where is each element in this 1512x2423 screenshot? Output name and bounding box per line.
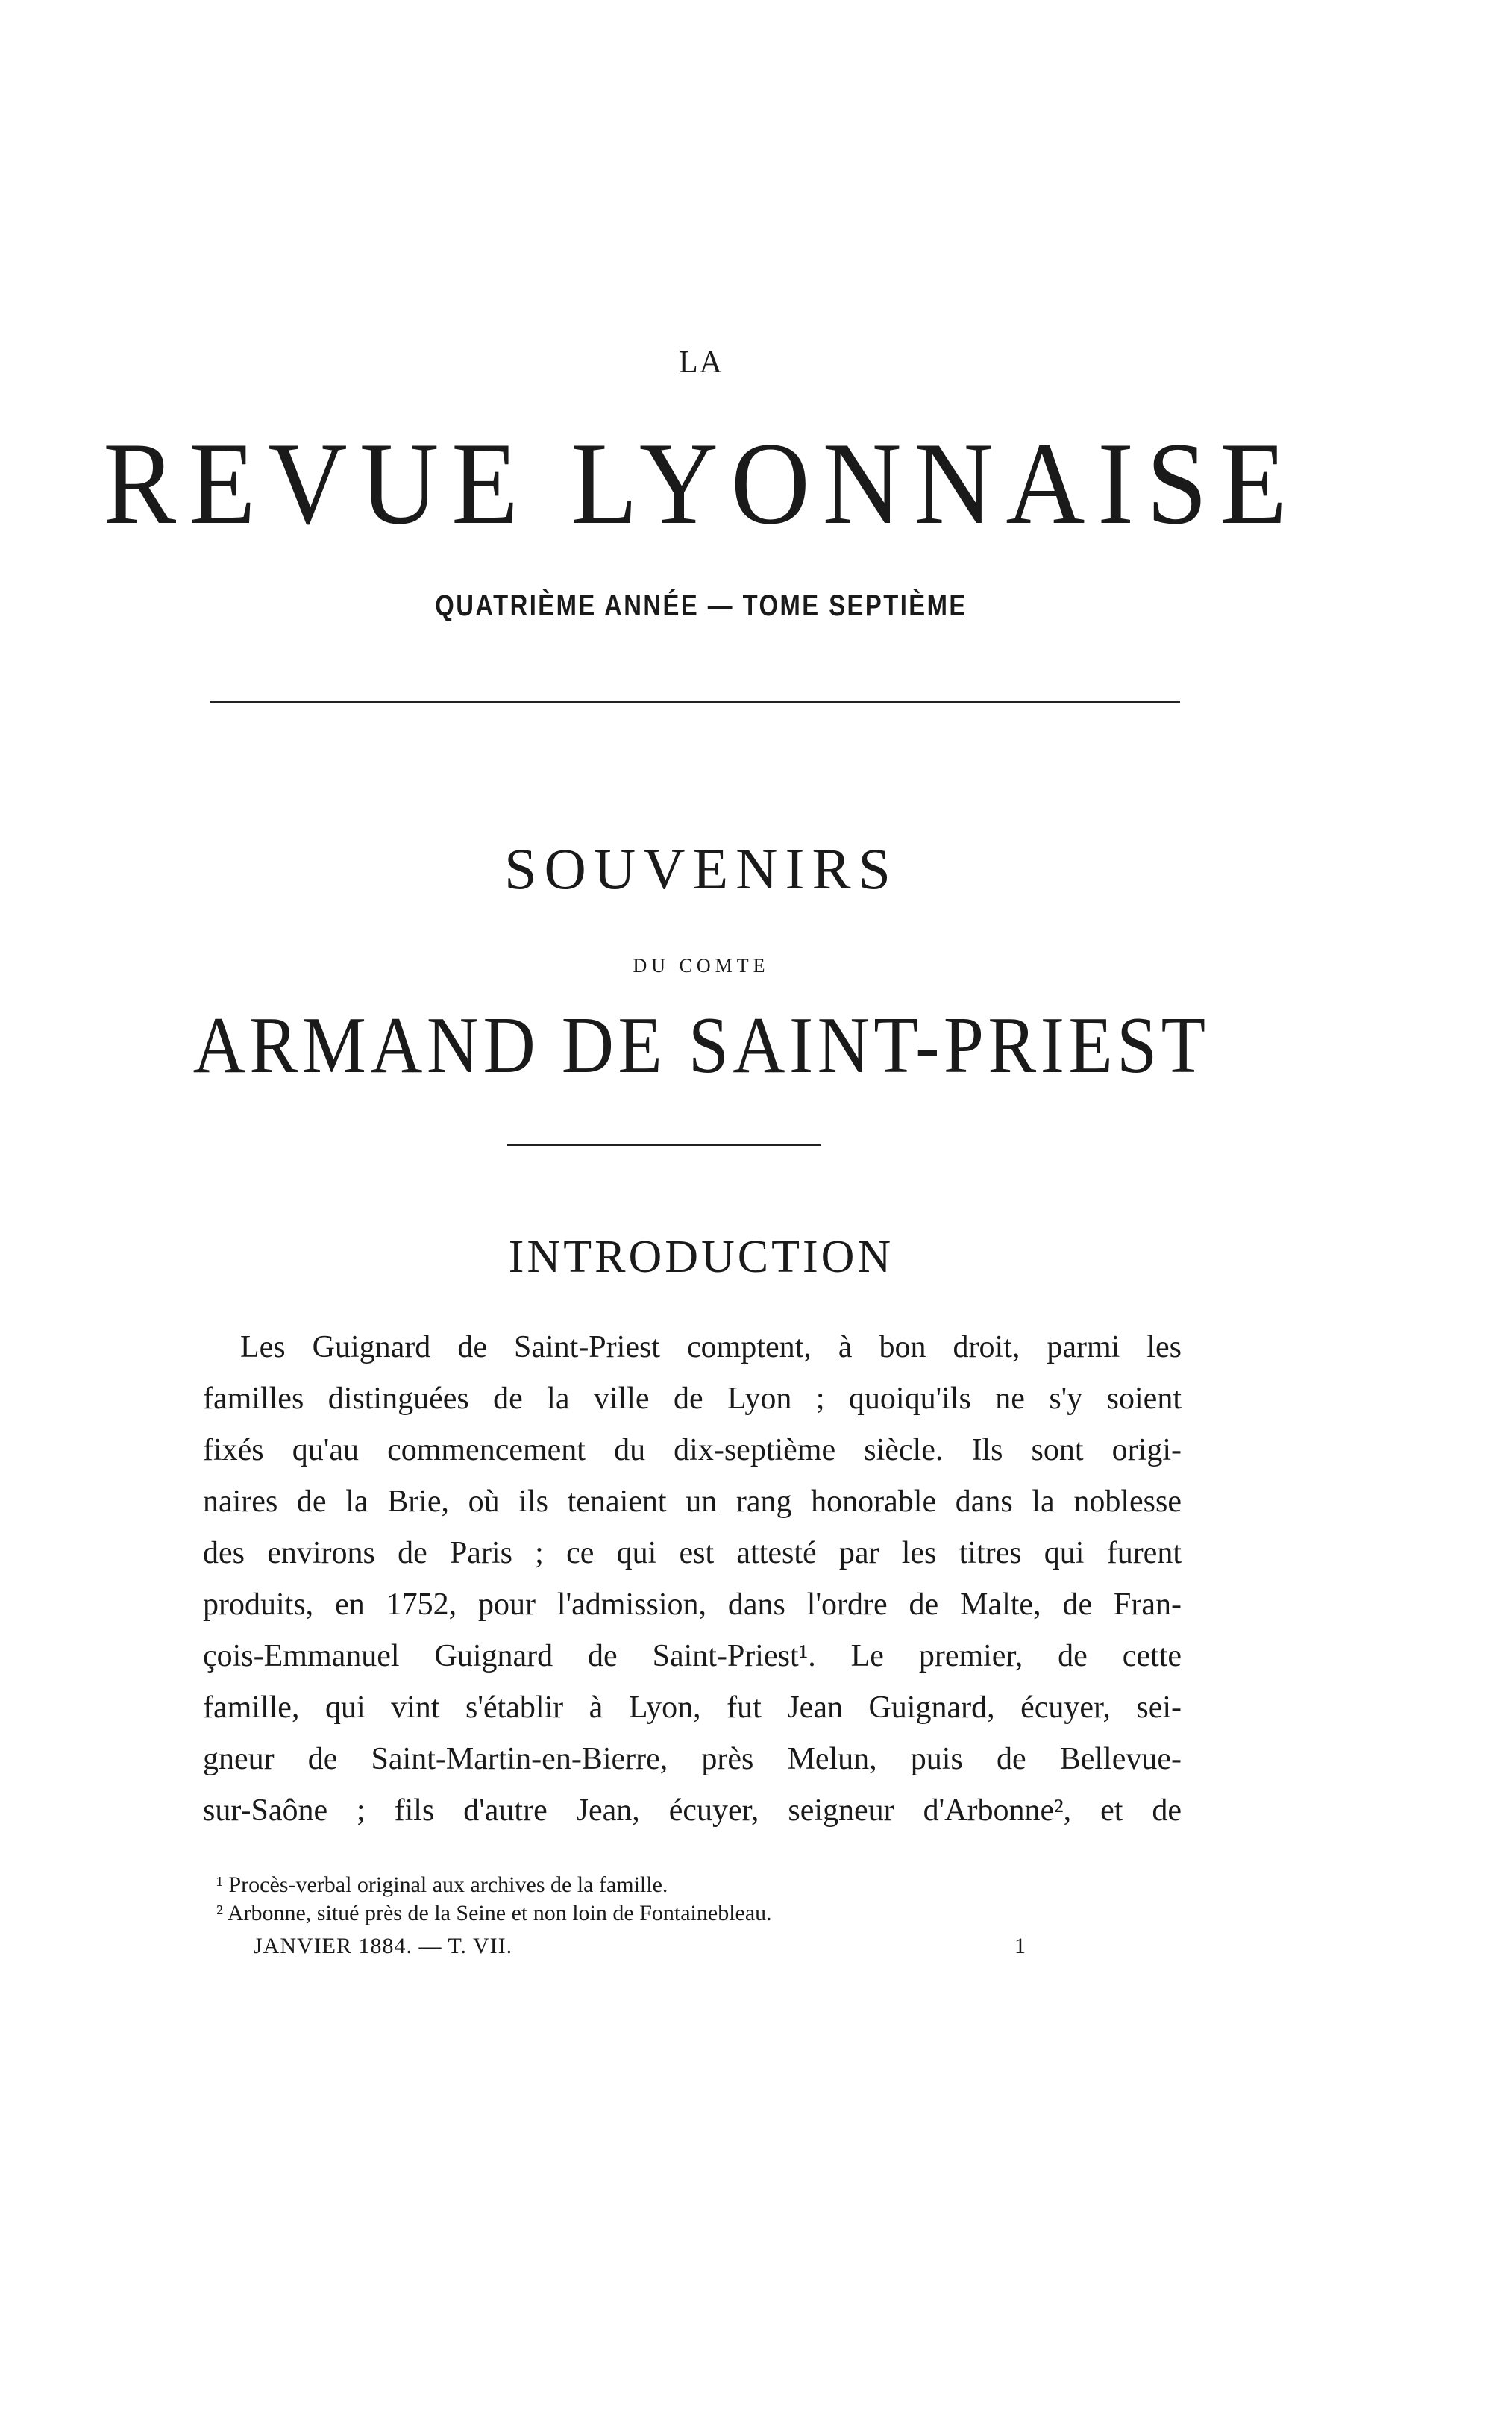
title-divider — [507, 1144, 821, 1146]
journal-article: LA — [679, 345, 724, 380]
article-title-name: ARMAND DE SAINT-PRIEST — [192, 1001, 1210, 1090]
journal-title: REVUE LYONNAISE — [103, 419, 1299, 549]
body-paragraph — [203, 1322, 1182, 1837]
paragraph-line: naires de la Brie, où ils tenaient un rang honorable dans la noblesse — [203, 1485, 1182, 1519]
footnote: ² Arbonne, situé près de la Seine et non loin de Fontainebleau. — [216, 1901, 772, 1925]
issue-footer: JANVIER 1884. — T. VII. — [254, 1934, 513, 1958]
article-title-connector: DU COMTE — [633, 955, 770, 977]
paragraph-line: fixés qu'au commencement du dix-septième siècle. Ils sont origi- — [203, 1433, 1182, 1467]
journal-subtitle: QUATRIÈME ANNÉE — TOME SEPTIÈME — [435, 589, 967, 622]
paragraph-line: produits, en 1752, pour l'admission, dans l'ordre de Malte, de Fran- — [203, 1587, 1182, 1622]
paragraph-line: sur-Saône ; fils d'autre Jean, écuyer, seigneur d'Arbonne², et de — [203, 1793, 1182, 1828]
paragraph-line: des environs de Paris ; ce qui est attesté par les titres qui furent — [203, 1536, 1182, 1570]
header-divider — [210, 701, 1180, 703]
section-heading: INTRODUCTION — [508, 1232, 894, 1282]
footnotes — [216, 1871, 1179, 1928]
article-title-main: SOUVENIRS — [504, 836, 898, 901]
paragraph-line: familles distinguées de la ville de Lyon ; quoiqu'ils ne s'y soient — [203, 1382, 1182, 1416]
paragraph-line: famille, qui vint s'établir à Lyon, fut Jean Guignard, écuyer, sei- — [203, 1690, 1182, 1725]
paragraph-line: gneur de Saint-Martin-en-Bierre, près Melun, puis de Bellevue- — [203, 1742, 1182, 1776]
paragraph-line: çois-Emmanuel Guignard de Saint-Priest¹. Le premier, de cette — [203, 1639, 1182, 1673]
page-number: 1 — [1014, 1934, 1026, 1958]
paragraph-line: Les Guignard de Saint-Priest comptent, à bon droit, parmi les — [240, 1330, 1182, 1364]
footnote: ¹ Procès-verbal original aux archives de la famille. — [216, 1872, 668, 1897]
